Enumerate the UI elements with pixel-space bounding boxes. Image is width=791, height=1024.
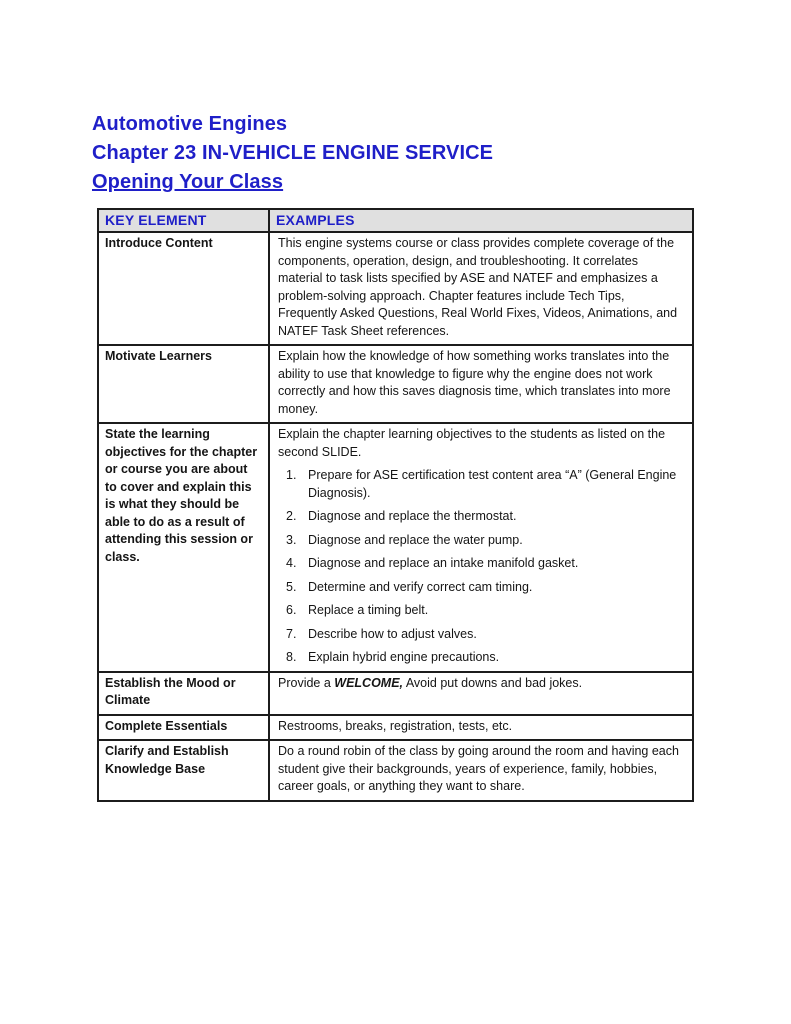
example-paragraph: Restrooms, breaks, registration, tests, etc. (278, 718, 513, 733)
objective-number: 8. (286, 650, 297, 664)
key-cell: Clarify and Establish Knowledge Base (98, 740, 269, 801)
example-text-post: Avoid put downs and bad jokes. (403, 675, 583, 690)
objective-number: 1. (286, 468, 297, 482)
objective-text: Explain hybrid engine precautions. (308, 650, 500, 664)
table-row-motivate-learners (98, 345, 693, 423)
objective-number: 2. (286, 509, 297, 523)
examples-cell (269, 423, 693, 672)
objective-number: 4. (286, 556, 297, 570)
example-paragraph: Do a round robin of the class by going around the room and having each student give their backgrounds, years of experience, family, hobbies, career goals, or anything they want to share. (278, 744, 679, 793)
objective-text: Diagnose and replace an intake manifold gasket. (308, 556, 579, 570)
objective-item (278, 579, 684, 597)
objective-item (278, 626, 684, 644)
objective-text: Diagnose and replace the water pump. (308, 532, 523, 547)
objective-number: 3. (286, 532, 297, 547)
example-paragraph (278, 675, 684, 693)
examples-cell (269, 672, 693, 715)
objective-text: Determine and verify correct cam timing. (308, 579, 533, 594)
examples-cell (269, 715, 693, 741)
objective-text: Diagnose and replace the thermostat. (308, 509, 517, 523)
table-header-row (98, 209, 693, 232)
examples-cell (269, 740, 693, 801)
examples-cell (269, 345, 693, 423)
objective-item (278, 602, 684, 620)
objective-number: 7. (286, 626, 297, 641)
objective-item (278, 467, 684, 502)
key-cell: Establish the Mood or Climate (98, 672, 269, 715)
objective-number: 6. (286, 603, 297, 617)
table-row-introduce-content (98, 232, 693, 345)
objective-item (278, 555, 684, 573)
objective-item (278, 532, 684, 550)
doc-title-line-2: Chapter 23 IN-VEHICLE ENGINE SERVICE (92, 142, 494, 164)
objective-text: Describe how to adjust valves. (308, 626, 477, 641)
objective-number: 5. (286, 579, 297, 594)
key-element-table (97, 208, 694, 802)
key-element-header: KEY ELEMENT (98, 209, 269, 232)
key-cell: Introduce Content (98, 232, 269, 345)
table-row-establish-mood (98, 672, 693, 715)
table-row-complete-essentials (98, 715, 693, 741)
key-cell: State the learning objectives for the chapter or course you are about to cover and explain this is what they should be able to do as a result of attending this session or class. (98, 423, 269, 672)
example-text-pre: Provide a (278, 675, 335, 690)
document-title-block (92, 110, 791, 197)
objective-item (278, 649, 684, 667)
table-row-learning-objectives (98, 423, 693, 672)
example-paragraph: Explain how the knowledge of how something works translates into the ability to use that knowledge to figure why the engine does not work correctly and how this saves diagnosis time, which translates into more money. (278, 349, 671, 416)
doc-title-line-1: Automotive Engines (92, 113, 288, 135)
example-paragraph: Explain the chapter learning objectives to the students as listed on the second SLIDE. (278, 427, 666, 459)
examples-cell (269, 232, 693, 345)
doc-title-line-3: Opening Your Class (92, 171, 284, 193)
key-cell: Complete Essentials (98, 715, 269, 741)
example-paragraph: This engine systems course or class provides complete coverage of the components, operation, design, and troubleshooting. It correlates material to task lists specified by ASE and NATEF and emphasizes a problem-solving approach. Chapter features include Tech Tips, Frequently Asked Questions, Real World Fixes, Videos, Animations, and NATEF Task Sheet references. (278, 236, 678, 338)
objective-text: Prepare for ASE certification test content area “A” (General Engine Diagnosis). (308, 468, 677, 500)
objective-text: Replace a timing belt. (308, 603, 429, 617)
objective-item (278, 508, 684, 526)
key-cell: Motivate Learners (98, 345, 269, 423)
examples-header: EXAMPLES (269, 209, 693, 232)
table-row-clarify-knowledge-base (98, 740, 693, 801)
welcome-emphasis: WELCOME, (334, 675, 404, 690)
